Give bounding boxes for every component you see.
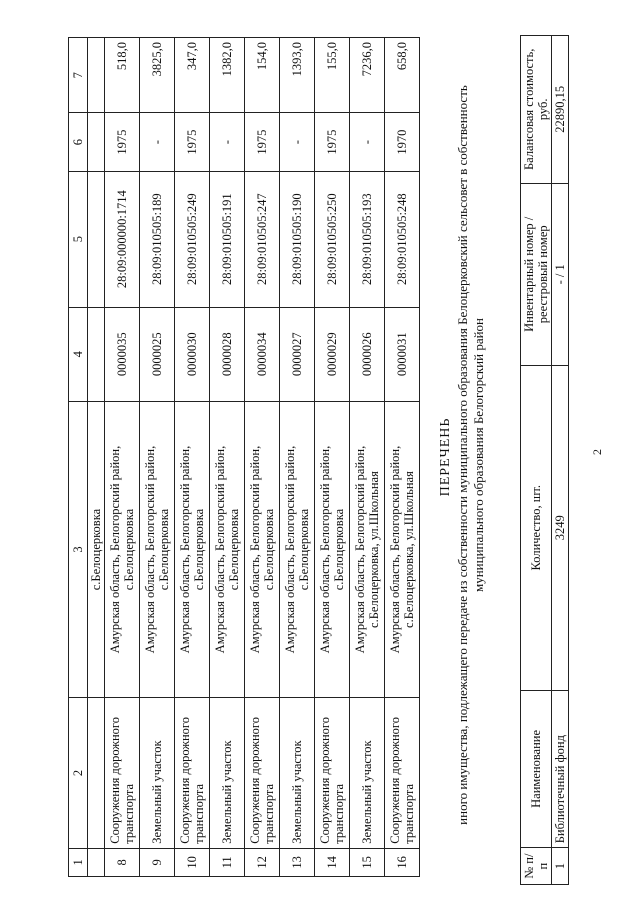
- row-cadastral-number: 28:09:000000:1714: [105, 171, 140, 307]
- row-address: Амурская область, Белогорский район, с.Белоцерковка: [210, 401, 245, 697]
- header-cell: 5: [69, 171, 88, 307]
- row-address: Амурская область, Белогорский район, с.Белоцерковка: [280, 401, 315, 697]
- row-year: -: [280, 113, 315, 171]
- row-value: 3825,0: [140, 38, 175, 113]
- row-address: Амурская область, Белогорский район, с.Белоцерковка: [245, 401, 280, 697]
- row-num: 1: [552, 848, 569, 885]
- table-row: [385, 38, 420, 877]
- row-num: 12: [245, 848, 280, 876]
- row-inventory-number: 0000027: [280, 307, 315, 401]
- row-num: 11: [210, 848, 245, 876]
- table-row: [280, 38, 315, 877]
- row-num: 16: [385, 848, 420, 876]
- row-cadastral-number: 28:09:010505:247: [245, 171, 280, 307]
- row-year: 1975: [105, 113, 140, 171]
- row-address: Амурская область, Белогорский район, с.Белоцерковка, ул.Школьная: [385, 401, 420, 697]
- row-year: -: [140, 113, 175, 171]
- row-value: 347,0: [175, 38, 210, 113]
- row-inventory-number: 0000028: [210, 307, 245, 401]
- row-cadastral-number: 28:09:010505:249: [175, 171, 210, 307]
- row-inventory-number: 0000030: [175, 307, 210, 401]
- table-row: [552, 36, 569, 885]
- row-num: 15: [350, 848, 385, 876]
- row-inv: - / 1: [552, 183, 569, 365]
- header-cell: 4: [69, 307, 88, 401]
- row-inventory-number: 0000025: [140, 307, 175, 401]
- row-address: Амурская область, Белогорский район, с.Белоцерковка, ул.Школьная: [350, 401, 385, 697]
- row-num: 14: [315, 848, 350, 876]
- list-title: ПЕРЕЧЕНЬ: [438, 417, 453, 497]
- row-name: Сооружения дорожного транспорта: [105, 698, 140, 849]
- header-cell: 6: [69, 113, 88, 171]
- table-row: [140, 38, 175, 877]
- row-name: Сооружения дорожного транспорта: [245, 698, 280, 849]
- row-cadastral-number: 28:09:010505:190: [280, 171, 315, 307]
- row-name: Земельный участок: [210, 698, 245, 849]
- header-cell: 1: [69, 848, 88, 876]
- row-balance: 22890,15: [552, 36, 569, 184]
- header-cell: 7: [69, 38, 88, 113]
- table-row: [315, 38, 350, 877]
- row-value: 518,0: [105, 38, 140, 113]
- table-row: [350, 38, 385, 877]
- column-number-row: [69, 38, 88, 877]
- row-cadastral-number: 28:09:010505:248: [385, 171, 420, 307]
- table-row: [105, 38, 140, 877]
- row-cadastral-number: 28:09:010505:193: [350, 171, 385, 307]
- row-inventory-number: 0000034: [245, 307, 280, 401]
- row-inventory-number: 0000026: [350, 307, 385, 401]
- header-cell: 2: [69, 698, 88, 849]
- row-num: 10: [175, 848, 210, 876]
- row-value: 1393,0: [280, 38, 315, 113]
- property-table: [68, 37, 420, 877]
- row-cadastral-number: 28:09:010505:250: [315, 171, 350, 307]
- table-row: [245, 38, 280, 877]
- table-row: [175, 38, 210, 877]
- header-qty: Количество, шт.: [521, 365, 552, 690]
- row-year: 1975: [175, 113, 210, 171]
- row-year: -: [350, 113, 385, 171]
- row-value: 658,0: [385, 38, 420, 113]
- row-name: Земельный участок: [350, 698, 385, 849]
- header-inv: Инвентарный номер / реестровый номер: [521, 183, 552, 365]
- row-year: -: [210, 113, 245, 171]
- row-name: Сооружения дорожного транспорта: [315, 698, 350, 849]
- row-inventory-number: 0000035: [105, 307, 140, 401]
- row-value: 1382,0: [210, 38, 245, 113]
- row-num: 8: [105, 848, 140, 876]
- header-name: Наименование: [521, 690, 552, 848]
- row-name: Сооружения дорожного транспорта: [175, 698, 210, 849]
- row-name: Библиотечный фонд: [552, 690, 569, 848]
- row-name: Сооружения дорожного транспорта: [385, 698, 420, 849]
- list-subtitle: иного имущества, подлежащего передаче из собственности муниципального образования Белоцерковский сельсовет в собственность муниципального образования Белогорский район: [455, 85, 486, 825]
- library-fund-table: [520, 35, 569, 885]
- row-year: 1970: [385, 113, 420, 171]
- header-balance: Балансовая стоимость, руб.: [521, 36, 552, 184]
- row-address: Амурская область, Белогорский район, с.Белоцерковка: [105, 401, 140, 697]
- row-value: 155,0: [315, 38, 350, 113]
- row-qty: 3249: [552, 365, 569, 690]
- address-cell: с.Белоцерковка: [88, 401, 105, 697]
- row-value: 7236,0: [350, 38, 385, 113]
- page-number: 2: [590, 449, 604, 455]
- table-header-row: [521, 36, 552, 885]
- row-name: Земельный участок: [280, 698, 315, 849]
- row-value: 154,0: [245, 38, 280, 113]
- row-address: Амурская область, Белогорский район, с.Белоцерковка: [315, 401, 350, 697]
- row-year: 1975: [315, 113, 350, 171]
- row-num: 9: [140, 848, 175, 876]
- row-address: Амурская область, Белогорский район, с.Белоцерковка: [140, 401, 175, 697]
- row-year: 1975: [245, 113, 280, 171]
- header-num: № п/п: [521, 848, 552, 885]
- table-row-continuation: [88, 38, 105, 877]
- header-cell: 3: [69, 401, 88, 697]
- row-num: 13: [280, 848, 315, 876]
- row-address: Амурская область, Белогорский район, с.Белоцерковка: [175, 401, 210, 697]
- row-cadastral-number: 28:09:010505:189: [140, 171, 175, 307]
- row-inventory-number: 0000029: [315, 307, 350, 401]
- row-inventory-number: 0000031: [385, 307, 420, 401]
- row-name: Земельный участок: [140, 698, 175, 849]
- table-row: [210, 38, 245, 877]
- row-cadastral-number: 28:09:010505:191: [210, 171, 245, 307]
